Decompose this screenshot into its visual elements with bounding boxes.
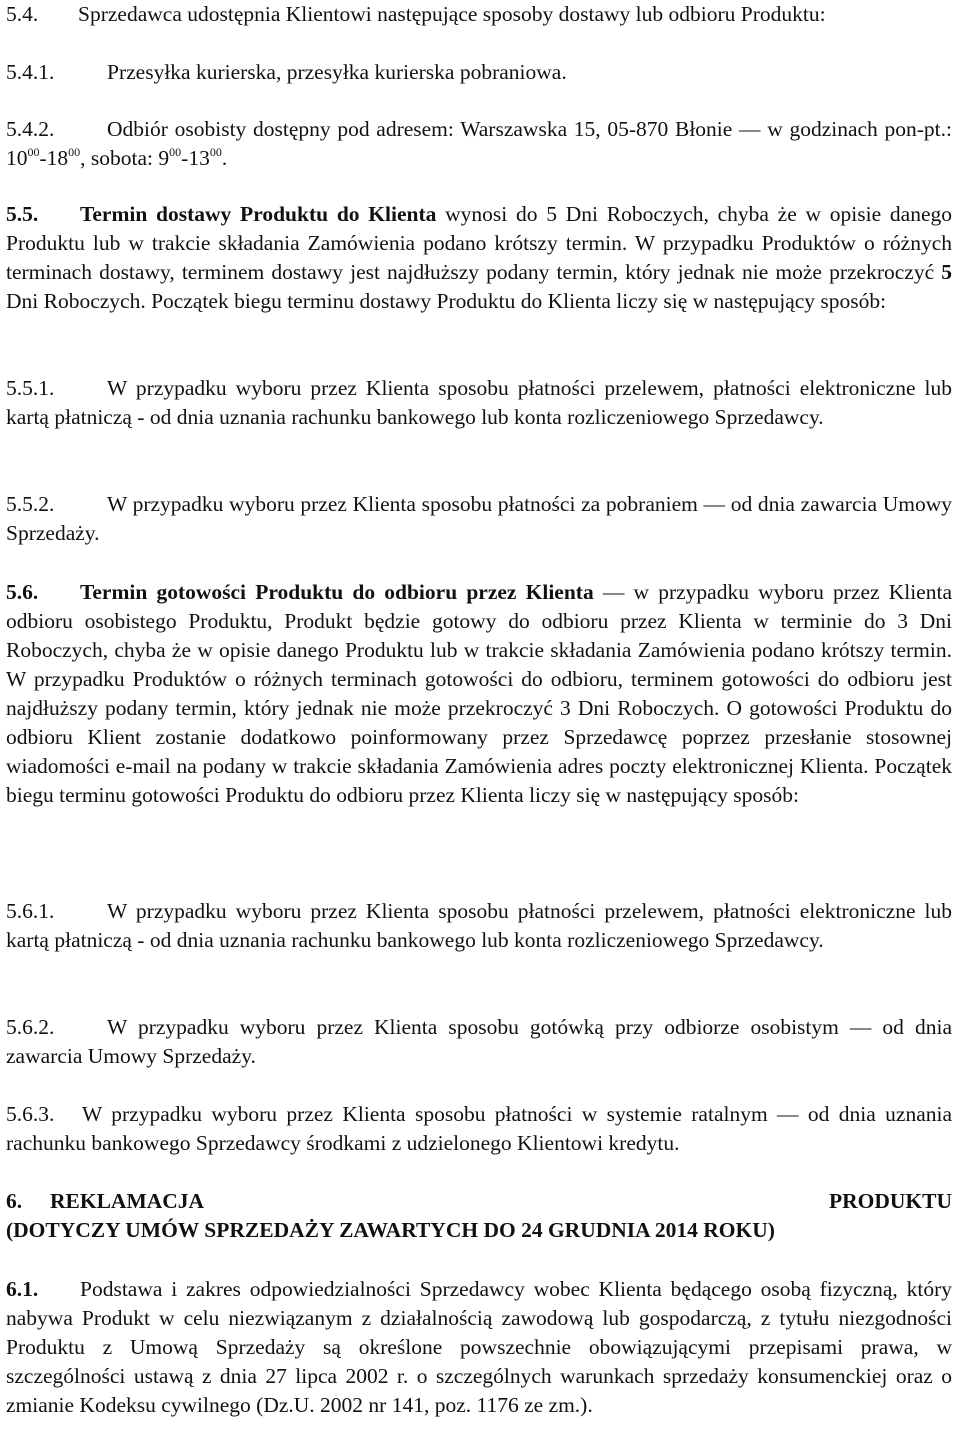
section-6-1: [6, 1275, 952, 1420]
section-text: W przypadku wyboru przez Klienta sposobu płatności w systemie ratalnym — od dnia uznania rachunku bankowego Sprzedawcy środkami z udzielonego Klientowi kredytu.: [6, 1102, 952, 1155]
section-5-6-2: [6, 1013, 952, 1071]
section-number: 5.6.: [6, 580, 39, 604]
section-number: 5.5.2.: [6, 492, 55, 516]
section-5-4: [6, 0, 952, 29]
section-5-6-3: [6, 1100, 952, 1158]
section-5-6-1: [6, 897, 952, 955]
section-text: Odbiór osobisty dostępny pod adresem: Warszawska 15, 05-870 Błonie — w godzinach pon-pt.: 10: [6, 117, 952, 170]
heading-text: REKLAMACJA: [50, 1189, 205, 1213]
section-number: 5.4.2.: [6, 117, 55, 141]
section-text: Przesyłka kurierska, przesyłka kurierska pobraniowa.: [107, 60, 567, 84]
section-text: W przypadku wyboru przez Klienta sposobu płatności za pobraniem — od dnia zawarcia Umowy Sprzedaży.: [6, 492, 952, 545]
section-text: -13: [181, 146, 210, 170]
section-6-heading: [6, 1187, 952, 1245]
section-5-5: [6, 200, 952, 316]
section-bold-number: 5: [941, 260, 952, 284]
section-number: 5.4.1.: [6, 60, 55, 84]
section-5-5-2: [6, 490, 952, 548]
section-text: W przypadku wyboru przez Klienta sposobu gotówką przy odbiorze osobistym — od dnia zawarcia Umowy Sprzedaży.: [6, 1015, 952, 1068]
heading-subtitle: (DOTYCZY UMÓW SPRZEDAŻY ZAWARTYCH DO 24 GRUDNIA 2014 ROKU): [6, 1218, 775, 1242]
section-text: .: [221, 146, 228, 170]
section-number: 5.4.: [6, 2, 39, 26]
hour-superscript: 00: [209, 144, 222, 159]
section-number: 6.: [6, 1189, 23, 1213]
section-5-5-1: [6, 374, 952, 432]
section-bold-title: Termin gotowości Produktu do odbioru przez Klienta: [80, 580, 594, 604]
section-5-4-2: [6, 115, 952, 173]
heading-text: PRODUKTU: [828, 1189, 952, 1213]
section-5-4-1: [6, 58, 952, 87]
hour-superscript: 00: [169, 144, 182, 159]
section-number: 5.5.: [6, 202, 39, 226]
section-text: Sprzedawca udostępnia Klientowi następujące sposoby dostawy lub odbioru Produktu:: [78, 2, 826, 26]
section-text: W przypadku wyboru przez Klienta sposobu płatności przelewem, płatności elektroniczne lub kartą płatniczą - od dnia uznania rachunku bankowego lub konta rozliczeniowego Sprzedawcy.: [6, 376, 952, 429]
section-number: 5.5.1.: [6, 376, 55, 400]
section-number: 5.6.1.: [6, 899, 55, 923]
heading-left: [6, 1187, 204, 1216]
heading-line: [6, 1187, 952, 1216]
hour-superscript: 00: [27, 144, 40, 159]
section-text: , sobota: 9: [80, 146, 170, 170]
section-text: — w przypadku wyboru przez Klienta odbioru osobistego Produktu, Produkt będzie gotowy do odbioru przez Klienta w terminie do 3 Dni Roboczych, chyba że w opisie danego Produktu lub w trakcie składania Zamówienia podano krótszy termin. W przypadku Produktów o różnych terminach gotowości do odbioru, terminem gotowości do odbioru jest najdłuższy podany termin, który jednak nie może przekroczyć 3 Dni Roboczych. O gotowości Produktu do odbioru Klient zostanie dodatkowo poinformowany przez Sprzedawcę poprzez przesłanie stosownej wiadomości e-mail na podany w trakcie składania Zamówienia adres poczty elektronicznej Klienta. Początek biegu terminu gotowości Produktu do odbioru przez Klienta liczy się w następujący sposób:: [6, 580, 952, 807]
section-number: 5.6.3.: [6, 1102, 55, 1126]
section-text: W przypadku wyboru przez Klienta sposobu płatności przelewem, płatności elektroniczne lub kartą płatniczą - od dnia uznania rachunku bankowego lub konta rozliczeniowego Sprzedawcy.: [6, 899, 952, 952]
section-number: 5.6.2.: [6, 1015, 55, 1039]
section-text: wynosi do 5 Dni Roboczych, chyba że w opisie danego Produktu lub w trakcie składania Zamówienia podano krótszy termin. W przypadku Produktów o różnych terminach dostawy, terminem dostawy jest najdłuższy podany termin, który jednak nie może przekroczyć: [6, 202, 952, 284]
section-5-6: [6, 578, 952, 810]
hour-superscript: 00: [68, 144, 81, 159]
section-text: -18: [39, 146, 69, 170]
section-number: 6.1.: [6, 1277, 39, 1301]
section-bold-title: Termin dostawy Produktu do Klienta: [80, 202, 437, 226]
section-text: Podstawa i zakres odpowiedzialności Sprzedawcy wobec Klienta będącego osobą fizyczną, który nabywa Produkt w celu niezwiązanym z działalnością zawodową lub gospodarczą, z tytułu niezgodności Produktu z Umową Sprzedaży są określone powszechnie obowiązującymi przepisami prawa, w szczególności ustawą z dnia 27 lipca 2002 r. o szczególnych warunkach sprzedaży konsumenckiej oraz o zmianie Kodeksu cywilnego (Dz.U. 2002 nr 141, poz. 1176 ze zm.).: [6, 1277, 952, 1417]
section-text: Dni Roboczych. Początek biegu terminu dostawy Produktu do Klienta liczy się w następujący sposób:: [6, 289, 887, 313]
